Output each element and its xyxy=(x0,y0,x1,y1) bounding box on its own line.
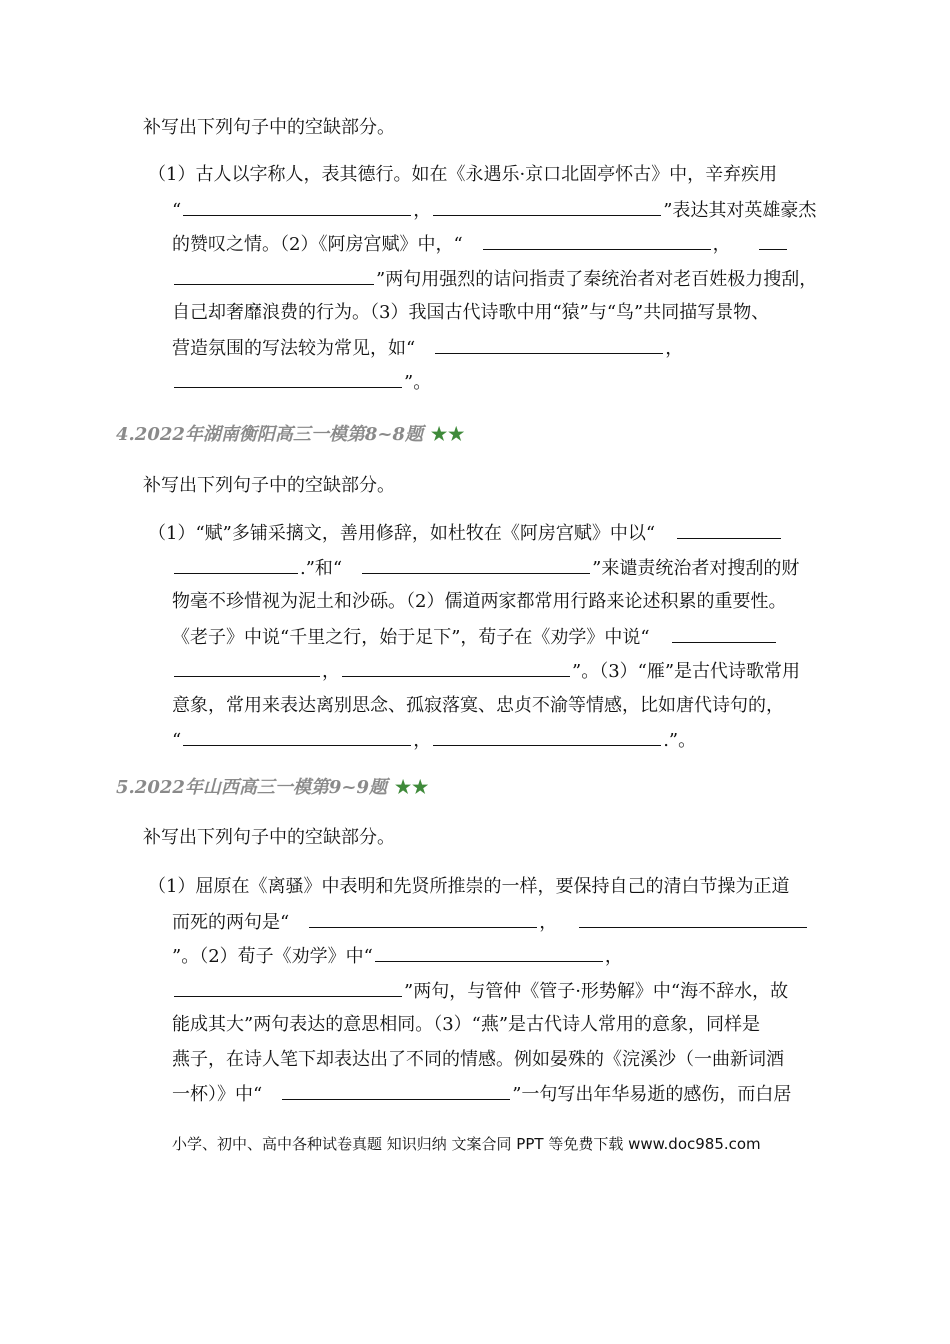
q4-body xyxy=(148,516,848,758)
q4-line-7: “ ， .”。 xyxy=(148,723,848,758)
answer-blank[interactable] xyxy=(174,551,298,574)
q4-heading: 4.2022年湖南衡阳高三一模第8~8题 ★★ xyxy=(116,424,466,445)
difficulty-stars-icon: ★★ xyxy=(395,777,430,798)
answer-blank[interactable] xyxy=(433,723,661,746)
answer-blank[interactable] xyxy=(483,227,711,250)
answer-blank[interactable] xyxy=(174,974,402,997)
answer-blank[interactable] xyxy=(309,905,537,928)
answer-blank[interactable] xyxy=(362,551,590,574)
q3-line-4: ”两句用强烈的诘问指责了秦统治者对老百姓极力搜刮， xyxy=(148,262,848,297)
q3-line-6: 营造氛围的写法较为常见，如“ ， xyxy=(148,331,848,366)
q5-line-1: （1）屈原在《离骚》中表明和先贤所推崇的一样，要保持自己的清白节操为正道 xyxy=(148,876,790,897)
q4-instruction: 补写出下列句子中的空缺部分。 xyxy=(143,475,395,496)
q5-line-7: 一杯）》中“ ”一句写出年华易逝的感伤，而白居 xyxy=(148,1077,848,1112)
answer-blank[interactable] xyxy=(174,262,374,285)
q4-line-2: .”和“ ”来谴责统治者对搜刮的财 xyxy=(148,551,848,586)
answer-blank[interactable] xyxy=(672,620,776,643)
q5-line-5: 能成其大”两句表达的意思相同。（3）“燕”是古代诗人常用的意象，同样是 xyxy=(172,1014,761,1035)
q5-line-2: 而死的两句是“ ， xyxy=(148,905,848,940)
q4-line-3: 物毫不珍惜视为泥土和沙砾。（2）儒道两家都常用行路来论述积累的重要性。 xyxy=(172,591,787,612)
answer-blank[interactable] xyxy=(433,193,661,216)
answer-blank[interactable] xyxy=(677,516,781,539)
q3-line-7: ”。 xyxy=(148,365,848,400)
answer-blank[interactable] xyxy=(183,193,411,216)
q5-line-4: ”两句，与管仲《管子·形势解》中“海不辞水，故 xyxy=(148,974,848,1009)
q3-instruction: 补写出下列句子中的空缺部分。 xyxy=(143,117,395,138)
answer-blank[interactable] xyxy=(342,654,570,677)
page-footer: 小学、初中、高中各种试卷真题 知识归纳 文案合同 PPT 等免费下载 www.doc985.com xyxy=(172,1135,761,1153)
answer-blank[interactable] xyxy=(375,939,603,962)
q3-line-2: “ ， ”表达其对英雄豪杰 xyxy=(148,193,848,228)
q4-line-6: 意象，常用来表达离别思念、孤寂落寞、忠贞不渝等情感，比如唐代诗句的， xyxy=(172,694,784,716)
q5-body xyxy=(148,870,848,1112)
answer-blank[interactable] xyxy=(579,905,807,928)
q5-line-3: ”。（2）荀子《劝学》中“ ， xyxy=(148,939,848,974)
q4-line-4: 《老子》中说“千里之行，始于足下”，荀子在《劝学》中说“ xyxy=(148,620,848,655)
q4-line-5: ， ”。（3）“雁”是古代诗歌常用 xyxy=(148,654,848,689)
q5-heading: 5.2022年山西高三一模第9~9题 ★★ xyxy=(116,777,430,798)
difficulty-stars-icon: ★★ xyxy=(431,424,466,445)
q3-body xyxy=(148,158,848,400)
answer-blank[interactable] xyxy=(435,331,663,354)
q5-instruction: 补写出下列句子中的空缺部分。 xyxy=(143,827,395,848)
answer-blank[interactable] xyxy=(174,654,320,677)
q3-line-5: 自己却奢靡浪费的行为。（3）我国古代诗歌中用“猿”与“鸟”共同描写景物、 xyxy=(172,302,770,323)
q3-line-3: 的赞叹之情。（2）《阿房宫赋》中，“ ， xyxy=(148,227,848,262)
answer-blank[interactable] xyxy=(282,1077,510,1100)
answer-blank[interactable] xyxy=(759,227,787,250)
answer-blank[interactable] xyxy=(183,723,411,746)
q3-line-1: （1）古人以字称人，表其德行。如在《永遇乐·京口北固亭怀古》中，辛弃疾用 xyxy=(148,164,778,185)
answer-blank[interactable] xyxy=(174,365,402,388)
q5-line-6: 燕子，在诗人笔下却表达出了不同的情感。例如晏殊的《浣溪沙（一曲新词酒 xyxy=(172,1048,784,1070)
q4-line-1: （1）“赋”多铺采摛文，善用修辞，如杜牧在《阿房宫赋》中以“ xyxy=(148,516,848,551)
